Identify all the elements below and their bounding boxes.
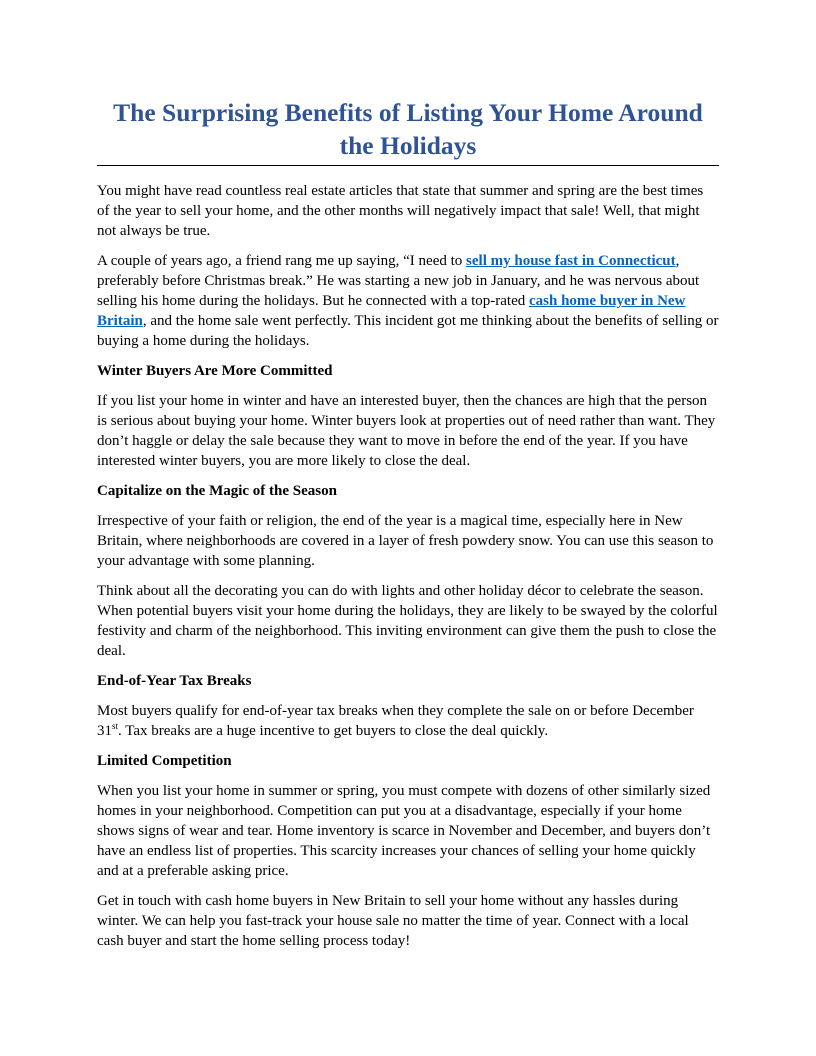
winter-buyers-heading: Winter Buyers Are More Committed [97,363,333,379]
sell-house-fast-link[interactable]: sell my house fast in Connecticut [466,253,676,269]
closing-paragraph: Get in touch with cash home buyers in New Britain to sell your home without any hassles during winter. We can help you fast-track your house sale no matter the time of year. Connect with a local cash buyer and start the home selling process today! [97,893,689,949]
tax-breaks-paragraph [97,701,719,741]
intro-paragraph: You might have read countless real estate articles that state that summer and spring are the best times of the year to sell your home, and the other months will negatively impact that sale! Well, that might not always be true. [97,183,704,239]
story-paragraph [97,251,719,351]
winter-buyers-paragraph: If you list your home in winter and have an interested buyer, then the chances are high that the person is serious about buying your home. Winter buyers look at properties out of need rather than want. They don’t haggle or delay the sale because they want to move in before the end of the year. If you have interested winter buyers, you are more likely to close the deal. [97,393,716,469]
cash-home-buyer-link[interactable]: cash home buyer in New Britain [97,293,686,329]
magic-season-paragraph-1: Irrespective of your faith or religion, the end of the year is a magical time, especially here in New Britain, where neighborhoods are covered in a layer of fresh powdery snow. You can use this season to your advantage with some planning. [97,513,714,569]
story-text-2: , preferably before Christmas break.” He was starting a new job in January, and he was nervous about selling his home during the holidays. But he connected with a top-rated [97,253,700,309]
tax-text-end: . Tax breaks are a huge incentive to get buyers to close the deal quickly. [118,723,549,739]
tax-breaks-heading: End-of-Year Tax Breaks [97,673,252,689]
story-text-3: , and the home sale went perfectly. This incident got me thinking about the benefits of selling or buying a home during the holidays. [97,313,719,349]
magic-season-heading: Capitalize on the Magic of the Season [97,483,337,499]
document-page [97,96,719,951]
magic-season-paragraph-2: Think about all the decorating you can do with lights and other holiday décor to celebrate the season. When potential buyers visit your home during the holidays, they are likely to be swayed by the colorful festivity and charm of the neighborhood. This inviting environment can give them the push to close the deal. [97,583,718,659]
story-text-1: A couple of years ago, a friend rang me up saying, “I need to [97,253,467,269]
limited-competition-heading: Limited Competition [97,753,232,769]
tax-superscript: st [112,721,119,731]
article-title: The Surprising Benefits of Listing Your Home Around the Holidays [97,96,719,166]
limited-competition-paragraph: When you list your home in summer or spring, you must compete with dozens of other similarly sized homes in your neighborhood. Competition can put you at a disadvantage, especially if your home shows signs of wear and tear. Home inventory is scarce in November and December, and buyers don’t have an endless list of properties. This scarcity increases your chances of selling your home quickly and at a preferable asking price. [97,783,711,879]
tax-text-start: Most buyers qualify for end-of-year tax breaks when they complete the sale on or before December 31 [97,703,694,739]
